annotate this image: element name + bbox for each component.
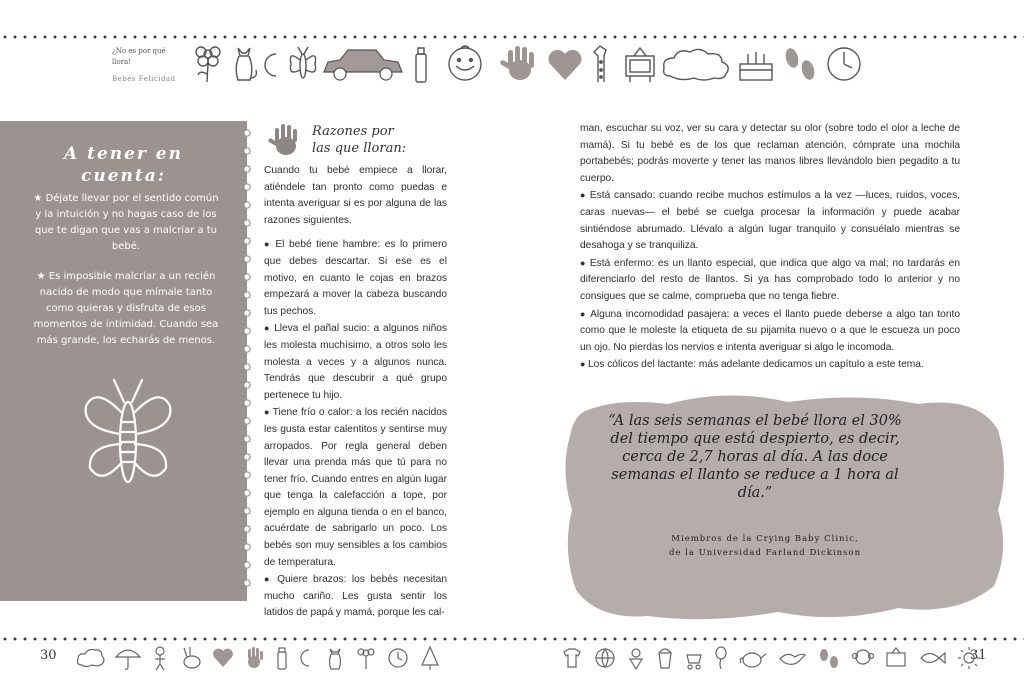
cat-icon bbox=[226, 42, 260, 86]
pram-icon bbox=[684, 645, 704, 671]
top-dotted-rule bbox=[0, 35, 1024, 39]
column2-bullet-2: ● Lleva el pañal sucio: a algunos niños les molesta muchísimo, a otros solo les molesta a veces y a algunos nunca. Tendrás que descubrir a qué grupo pertenece tu hijo. bbox=[264, 323, 448, 401]
column3-bullet-3: ● Alguna incomodidad pasajera: a veces el llanto puede deberse a algo tan tonto como que le moleste la etiqueta de su pijamita nuevo o a que le escueza un poco un ojo. No pierdas los nervios e intenta averiguar si algo le incomoda. bbox=[580, 308, 960, 353]
page-number-left: 30 bbox=[40, 648, 57, 663]
bottom-dotted-rule bbox=[0, 637, 1024, 641]
column2-heading-line2: las que lloran: bbox=[312, 141, 407, 156]
bullet-dot-icon: ● bbox=[264, 239, 276, 250]
column3-body bbox=[580, 121, 960, 374]
bullet-dot-icon: ● bbox=[264, 574, 278, 585]
ball-icon bbox=[593, 645, 617, 671]
column2-body bbox=[264, 163, 447, 622]
bottle-icon bbox=[406, 42, 436, 86]
top-icon-strip bbox=[190, 42, 866, 86]
car-icon bbox=[320, 42, 406, 86]
flower-icon bbox=[190, 42, 226, 86]
handprint-heading-icon bbox=[266, 120, 306, 158]
bucket-icon bbox=[655, 645, 675, 671]
butterfly-drawing-icon bbox=[78, 376, 178, 496]
cat-icon bbox=[324, 645, 346, 671]
column2-intro: Cuando tu bebé empiece a llorar, atiéndele tan pronto como puedas e intenta averiguar si es por alguna de las razones siguientes. bbox=[264, 165, 447, 226]
moon-icon bbox=[298, 645, 316, 671]
sidebar-panel bbox=[0, 121, 247, 601]
baby-face-icon bbox=[436, 42, 494, 86]
column2-bullet-4: ● Quiere brazos: los bebés necesitan mucho cariño. Les gusta sentir los latidos de papá y mamá, porque les cal- bbox=[264, 574, 447, 619]
fish-icon bbox=[917, 645, 947, 671]
sidebar-title bbox=[0, 143, 247, 187]
sidebar-tip-1: ★ Déjate llevar por el sentido común y la intuición y no hagas caso de los que te digan que vas a malcriar a tu bebé. bbox=[33, 193, 219, 252]
clock-icon bbox=[386, 645, 410, 671]
quote-text: “A las seis semanas el bebé llora el 30% del tiempo que está despierto, es decir, cerca de 2,7 horas al día. A las doce semanas el llanto se reduce a 1 hora al día.” bbox=[608, 413, 902, 501]
quote-credit-line1: Miembros de la Crying Baby Clinic, bbox=[671, 534, 859, 544]
bottom-left-icon-strip bbox=[76, 645, 442, 671]
balloon-icon bbox=[713, 645, 729, 671]
bullet-dot-icon: ● bbox=[264, 407, 273, 418]
sidebar-tip-2: ★ Es imposible malcriar a un recién nacido de modo que mímale tanto como quieras y disfruta de esos momentos de intimidad. Cuando sea más grande, los echarás de menos. bbox=[33, 271, 219, 346]
tv-icon bbox=[884, 645, 908, 671]
giraffe-icon bbox=[586, 42, 620, 86]
flower-icon bbox=[354, 645, 378, 671]
bullet-dot-icon: ● bbox=[264, 323, 275, 334]
footprints-icon bbox=[778, 42, 822, 86]
sidebar-title-line2: cuenta: bbox=[80, 166, 167, 186]
bullet-dot-icon: ● bbox=[580, 359, 588, 370]
column3-para-1: man, escuchar su voz, ver su cara y detectar su olor (sobre todo el olor a leche de mamá). Si tu bebé es de los que reclaman atención, cómprate una mochila portabebés; podrás moverte y tener las manos libres llevándolo bien pegadito a tu cuerpo. bbox=[580, 123, 960, 184]
column3-bullet-1: ● Está cansado: cuando recibe muchos estímulos a la vez —luces, ruidos, voces, caras nuevas— el bebé se cuelga procesar la información y puede acabar sintiéndose abrumado. Llévalo a algún lugar tranquilo y consuélalo mientras se desahoga y se tranquiliza. bbox=[580, 190, 960, 252]
cake-icon bbox=[734, 42, 778, 86]
column2-bullet-3: ● Tiene frío o calor: a los recién nacidos les gusta estar calentitos y sentirse muy arropados. Por regla general deben llevar una prenda más que tú para no tener frío. Cuando entres en algún lugar que tenga la calefacción a tope, por ejemplo en alguna tienda o en el banco, acuérdate de sabrigarlo un poco. Los bebés son muy sensibles a los cambios de temperatura. bbox=[264, 407, 448, 568]
spiral-binding bbox=[241, 121, 255, 601]
bottom-right-icon-strip bbox=[560, 645, 982, 671]
header-line3: Bebés Felicidad bbox=[112, 75, 176, 83]
clock-icon bbox=[822, 42, 866, 86]
cloud-icon bbox=[76, 645, 106, 671]
handprint-icon bbox=[242, 645, 266, 671]
heart-icon bbox=[544, 42, 586, 86]
running-header bbox=[112, 46, 192, 85]
header-line2: llora! bbox=[112, 58, 132, 66]
person-icon bbox=[150, 645, 170, 671]
column3-bullet-2: ● Está enfermo: es un llanto especial, que indica que algo va mal; no tardarás en diferenciarlo del resto de llantos. Si ya has comprobado todo lo anterior y no consigues que se calme, comprueba que no tenga fiebre. bbox=[580, 257, 960, 302]
tree-icon bbox=[418, 645, 442, 671]
sidebar-title-line1: A tener en bbox=[63, 144, 183, 164]
teapot-icon bbox=[738, 645, 768, 671]
cloud-icon bbox=[660, 42, 734, 86]
tv-icon bbox=[620, 42, 660, 86]
pacifier-icon bbox=[626, 645, 646, 671]
header-line1: ¿No es por qué bbox=[112, 47, 166, 55]
column2-heading-line1: Razones por bbox=[312, 124, 394, 139]
footprints-icon bbox=[816, 645, 842, 671]
bullet-dot-icon: ● bbox=[580, 190, 590, 201]
butterfly-icon bbox=[286, 42, 320, 86]
bunny-icon bbox=[178, 645, 204, 671]
monkey-icon bbox=[851, 645, 875, 671]
bird-icon bbox=[777, 645, 807, 671]
bottle-icon bbox=[274, 645, 290, 671]
bullet-dot-icon: ● bbox=[580, 308, 591, 319]
column2-heading bbox=[312, 123, 406, 157]
umbrella-icon bbox=[114, 645, 142, 671]
heart-icon bbox=[212, 645, 234, 671]
quote-credit-line2: de la Universidad Farland Dickinson bbox=[668, 548, 862, 558]
handprint-icon bbox=[494, 42, 544, 86]
column2-bullet-1: ● El bebé tiene hambre: es lo primero que debes descartar. Si ese es el motivo, en cuanto le cojas en brazos empezará a mover la cabeza buscando tus pechos. bbox=[264, 239, 448, 317]
quote-credit bbox=[600, 532, 930, 560]
shirt-icon bbox=[560, 645, 584, 671]
page-number-right: 31 bbox=[970, 648, 987, 663]
moon-icon bbox=[260, 42, 286, 86]
column3-bullet-4: ● Los cólicos del lactante: más adelante dedicamos un capítulo a este tema. bbox=[580, 359, 924, 371]
bullet-dot-icon: ● bbox=[580, 257, 590, 268]
